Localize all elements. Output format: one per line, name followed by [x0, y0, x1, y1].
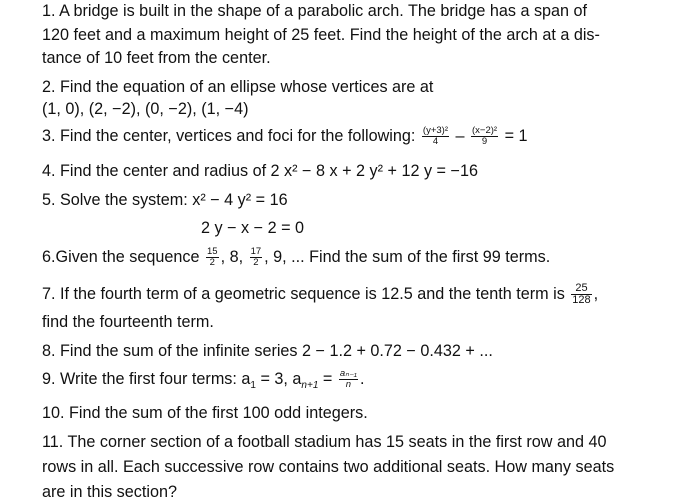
- q11-line-1: 11. The corner section of a football stadium has 15 seats in the first row and 40: [42, 433, 607, 451]
- q3-fraction-x: [471, 126, 498, 147]
- q7-line-2: find the fourteenth term.: [42, 313, 214, 331]
- q3-text: 3. Find the center, vertices and foci for the following:: [42, 127, 416, 145]
- q6-fraction-a-numerator: 15: [207, 246, 218, 258]
- q6-line: [42, 247, 550, 268]
- q7-comma: ,: [593, 284, 599, 303]
- q5-line-2: 2 y − x − 2 = 0: [201, 219, 305, 237]
- q7-text: 7. If the fourth term of a geometric sequence is 12.5 and the tenth term is: [42, 284, 565, 303]
- q3-fraction-x-denominator: 9: [481, 136, 488, 148]
- q3-fraction-y-denominator: 4: [432, 136, 439, 148]
- q4-line: 4. Find the center and radius of 2 x² − 8 x + 2 y² + 12 y = −16: [42, 162, 478, 180]
- q3-fraction-y-numerator: (y+3)²: [422, 125, 448, 137]
- q9-subscript-1: 1: [250, 380, 256, 392]
- q3-minus: –: [455, 127, 465, 145]
- q3-line: [42, 126, 528, 147]
- q6-prefix: 6.Given the sequence: [42, 248, 200, 266]
- q9-mid: = 3, a: [255, 370, 302, 388]
- q9-end: .: [359, 370, 365, 388]
- q11-line-2: rows in all. Each successive row contains two additional seats. How many seats: [42, 458, 615, 476]
- q2-line-2: (1, 0), (2, −2), (0, −2), (1, −4): [42, 100, 249, 118]
- q9-fraction-denominator: n: [345, 379, 352, 391]
- q1-line-1: 1. A bridge is built in the shape of a parabolic arch. The bridge has a span of: [42, 2, 588, 20]
- q7-fraction-numerator: 25: [571, 283, 591, 295]
- q7-line-1: [42, 283, 598, 306]
- q6-fraction-a-denominator: 2: [209, 257, 215, 269]
- q6-fraction-a: [206, 247, 219, 268]
- q3-fraction-y: [422, 126, 449, 147]
- q3-fraction-x-numerator: (x−2)²: [472, 125, 498, 137]
- q5-line-1: 5. Solve the system: x² − 4 y² = 16: [42, 191, 288, 209]
- q11-line-3: are in this section?: [42, 483, 177, 501]
- q3-rhs: = 1: [504, 127, 528, 145]
- q2-line-1: 2. Find the equation of an ellipse whose vertices are at: [42, 78, 434, 96]
- q9-subscript-2: n+1: [301, 380, 319, 392]
- q1-line-3: tance of 10 feet from the center.: [42, 49, 271, 67]
- q7-fraction: [571, 283, 591, 306]
- q1-line-2: 120 feet and a maximum height of 25 feet. Find the height of the arch at a dis-: [42, 26, 600, 44]
- q9-prefix: 9. Write the first four terms: a: [42, 370, 251, 388]
- q9-line: [42, 369, 364, 396]
- q6-fraction-b: [250, 247, 263, 268]
- q9-fraction: [339, 369, 358, 390]
- q8-line: 8. Find the sum of the infinite series 2 − 1.2 + 0.72 − 0.432 + ...: [42, 342, 493, 360]
- q6-mid-2: , 9, ... Find the sum of the first 99 terms.: [264, 248, 551, 266]
- q9-eq: =: [318, 370, 337, 388]
- q9-fraction-numerator: aₙ₋₁: [339, 368, 357, 380]
- q6-fraction-b-numerator: 17: [250, 246, 262, 258]
- q6-mid-1: , 8,: [220, 248, 244, 266]
- q10-line: 10. Find the sum of the first 100 odd integers.: [42, 404, 368, 422]
- q7-fraction-denominator: 128: [572, 294, 591, 306]
- q6-fraction-b-denominator: 2: [253, 257, 259, 269]
